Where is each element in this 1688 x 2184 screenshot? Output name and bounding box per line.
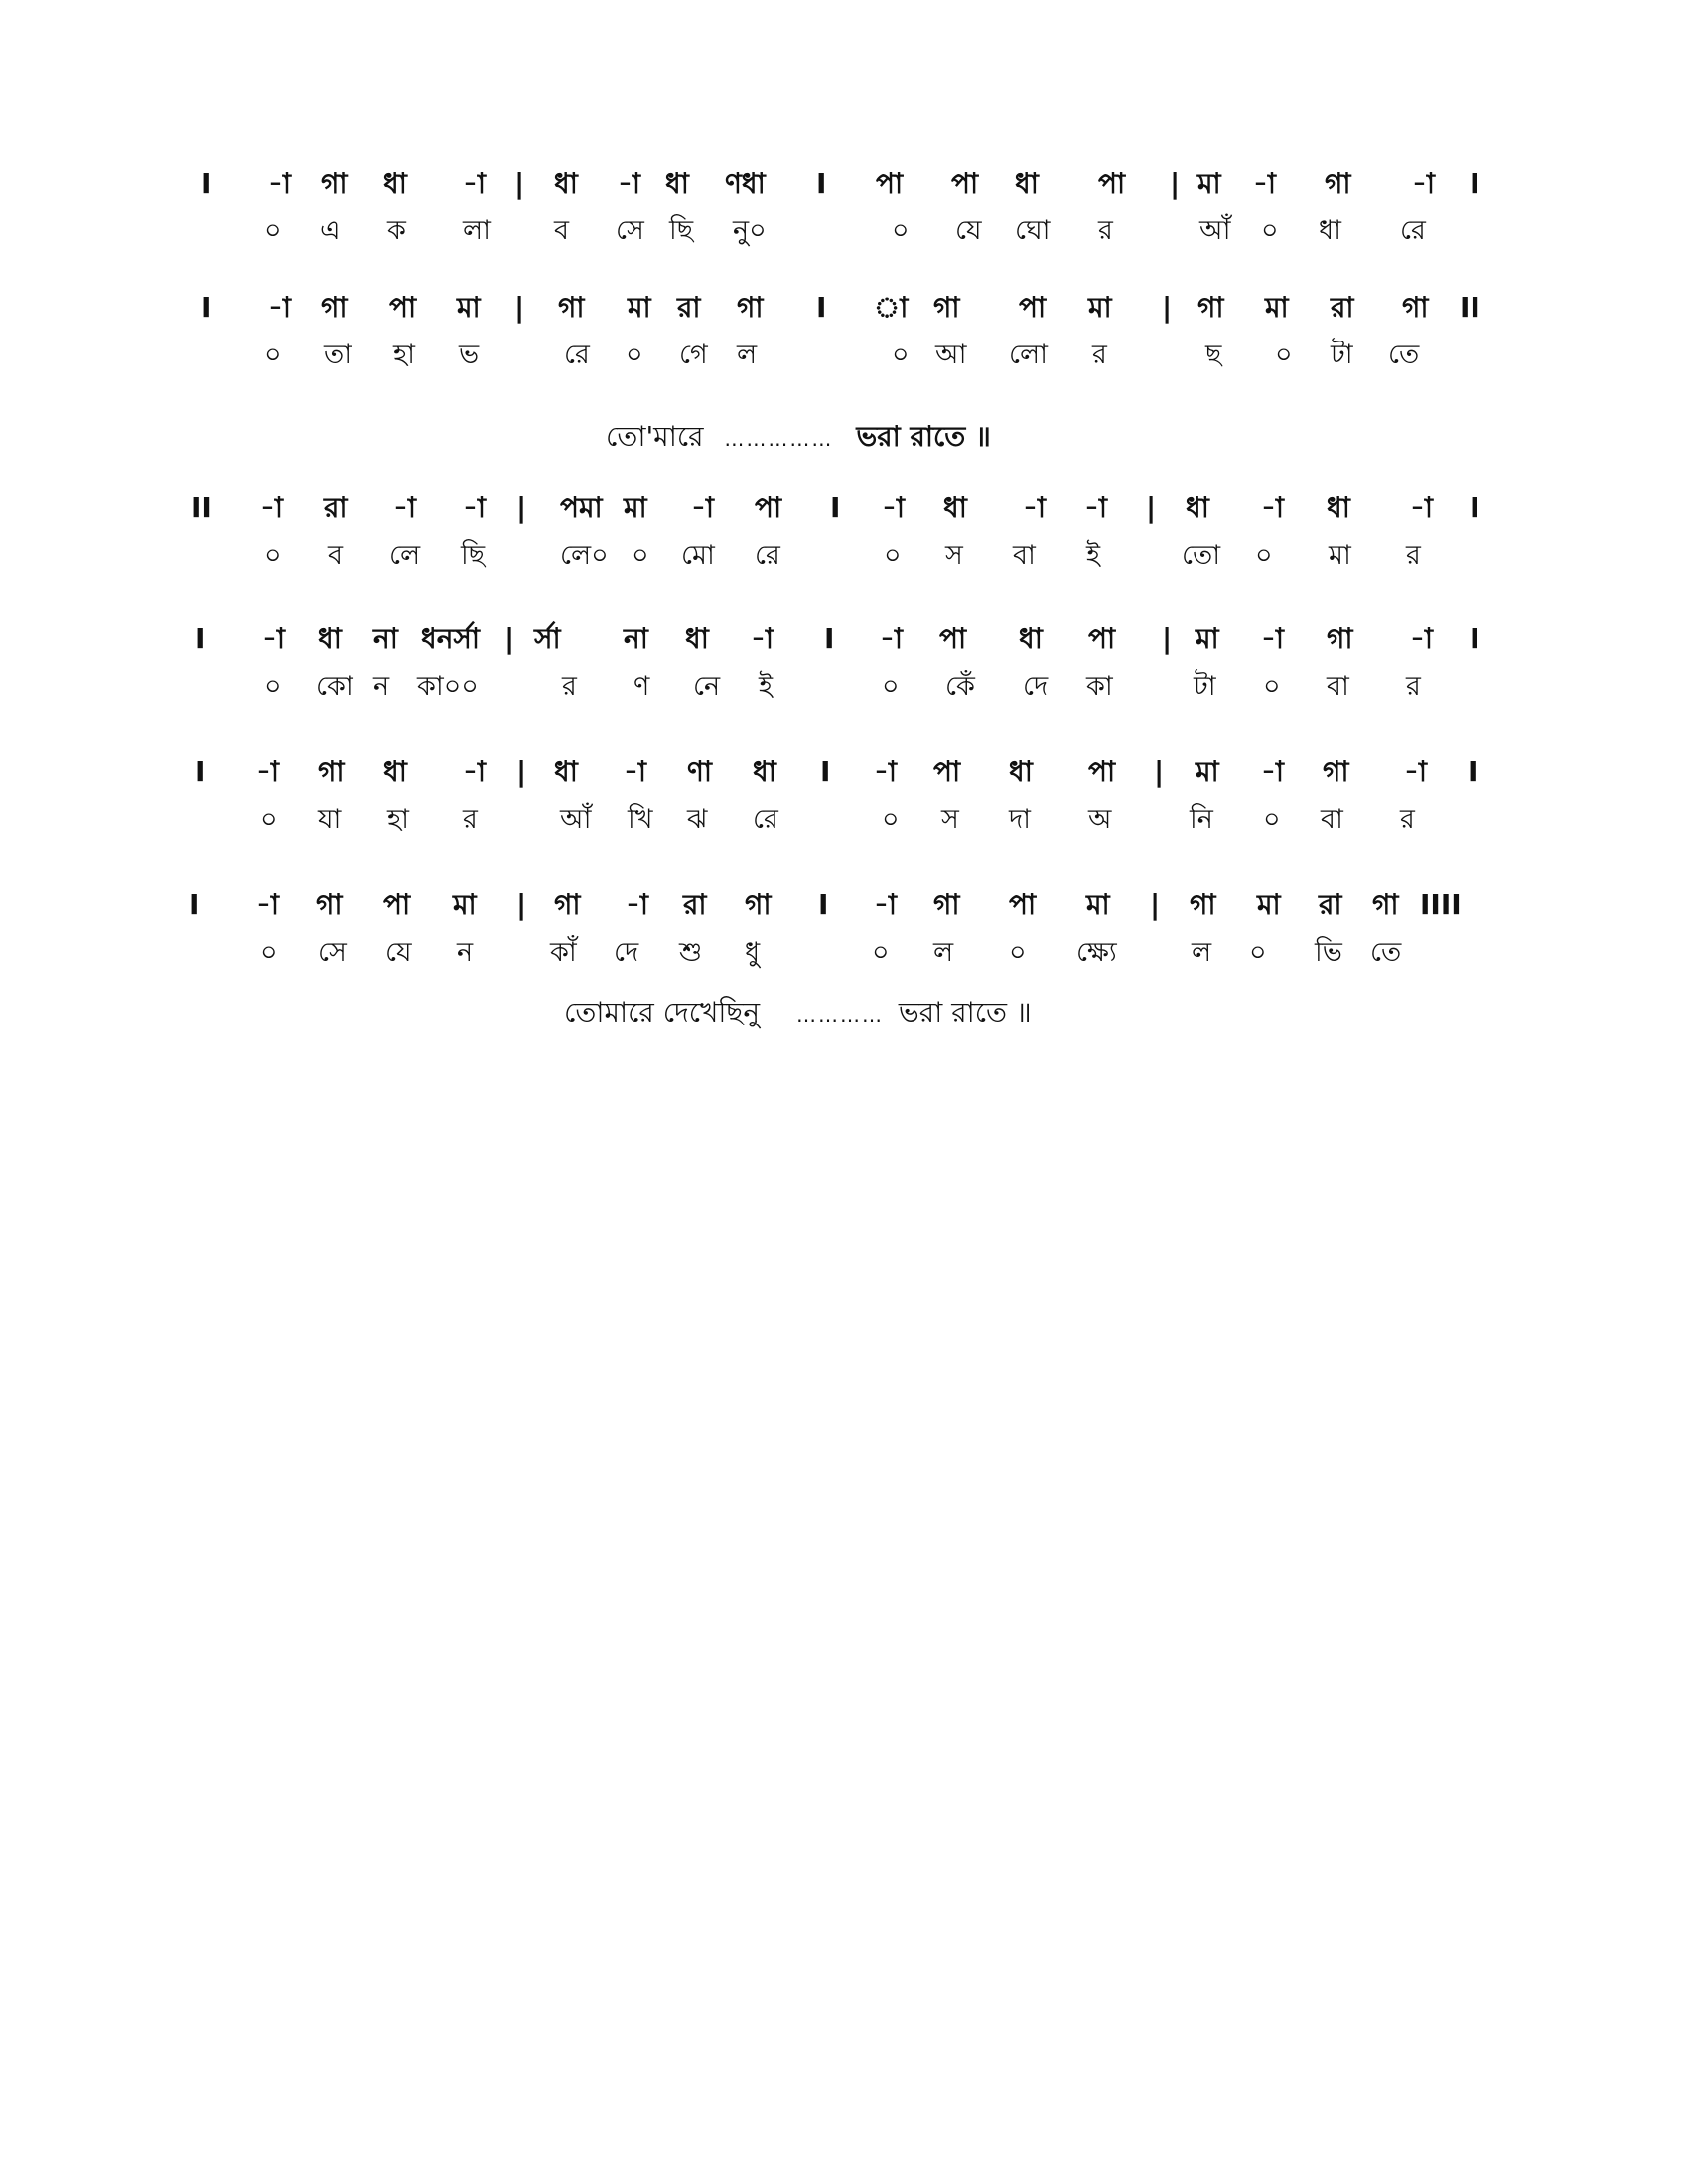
refrain-line [564, 993, 1032, 1034]
note: গা [558, 291, 585, 324]
note: মা [453, 888, 477, 921]
bar-line: | [1154, 755, 1165, 788]
bar-line: I [818, 888, 829, 921]
note: গা [318, 755, 345, 788]
note: রা [683, 888, 707, 921]
note: -া [1404, 755, 1428, 788]
bar-line: I [189, 888, 200, 921]
note: পা [1088, 755, 1116, 788]
note: গা [1190, 888, 1216, 921]
note: -া [1023, 491, 1047, 524]
bar-line: I [820, 755, 831, 788]
stanza-4 [189, 619, 1509, 715]
lyric-syllable: তো [1182, 540, 1221, 571]
refrain-dots: …………… [724, 427, 834, 451]
lyric-syllable: ভ [459, 340, 480, 370]
note: -া [1261, 622, 1285, 655]
bar-line: I [201, 291, 211, 324]
note: ধা [943, 491, 967, 524]
refrain-end: ভরা রাতে ॥ [856, 420, 991, 453]
bar-line: I [824, 622, 835, 655]
lyric-syllable: ০ [264, 215, 282, 246]
lyric-syllable: বা [1013, 540, 1036, 571]
note: ধনর্সা [421, 622, 481, 655]
lyric-syllable: টা [1331, 340, 1353, 370]
lyric-syllable: লে০ [560, 540, 609, 571]
note: ণা [687, 755, 713, 788]
note: পা [389, 291, 417, 324]
lyric-syllable: ঘো [1015, 215, 1051, 246]
note: -া [463, 755, 487, 788]
lyric-syllable: রে [1400, 215, 1426, 246]
note: রা [677, 291, 701, 324]
note: পা [1098, 167, 1126, 200]
lyric-syllable: কো [316, 671, 353, 702]
note: া [874, 291, 909, 324]
note: মা [1257, 888, 1281, 921]
note: -া [1261, 755, 1285, 788]
lyrics-row [189, 667, 1509, 715]
note: -া [874, 755, 898, 788]
bar-line: | [1150, 888, 1161, 921]
note: রা [324, 491, 348, 524]
note: পা [1009, 888, 1037, 921]
note: -া [256, 755, 280, 788]
refrain-start: তোমারে দেখেছিনু [564, 996, 761, 1028]
lyric-syllable: র [1092, 340, 1107, 370]
lyric-syllable: টা [1194, 671, 1216, 702]
lyric-syllable: ণ [633, 671, 650, 702]
bar-line: II [191, 491, 211, 524]
lyrics-row [189, 933, 1509, 981]
refrain-line [606, 417, 991, 459]
lyric-syllable: রে [753, 804, 778, 835]
note: ধা [665, 167, 689, 200]
note: -া [1410, 622, 1434, 655]
bar-line: I [195, 755, 206, 788]
stanza-5 [189, 752, 1509, 848]
lyric-syllable: ই [759, 671, 774, 702]
note: ধা [1019, 622, 1043, 655]
lyric-syllable: আঁ [560, 804, 592, 835]
lyric-syllable: তা [324, 340, 352, 370]
stanza-3 [189, 488, 1509, 584]
lyric-syllable: ই [1086, 540, 1101, 571]
bar-line: | [1146, 491, 1157, 524]
stanza-2 [189, 288, 1509, 383]
note: গা [1323, 755, 1349, 788]
lyric-syllable: সে [318, 937, 347, 968]
lyric-syllable: দে [614, 937, 639, 968]
note: -া [691, 491, 715, 524]
bar-line: I [830, 491, 841, 524]
note: মা [1088, 291, 1112, 324]
notation-row [189, 164, 1509, 211]
note: -া [1412, 167, 1436, 200]
note: ধা [318, 622, 342, 655]
note: -া [268, 291, 292, 324]
lyric-syllable: ঝ [687, 804, 708, 835]
lyric-syllable: ০ [632, 540, 649, 571]
note: -া [882, 491, 906, 524]
note: -া [268, 167, 292, 200]
note: মা [1196, 755, 1219, 788]
lyric-syllable: ল [933, 937, 954, 968]
note: -া [618, 167, 641, 200]
note: পা [383, 888, 411, 921]
lyric-syllable: ০ [1255, 540, 1273, 571]
note: ধা [1186, 491, 1209, 524]
lyric-syllable: র [1406, 671, 1421, 702]
bar-line: | [1170, 167, 1181, 200]
note: ধা [753, 755, 776, 788]
note: পা [1088, 622, 1116, 655]
lyric-syllable: ০ [1249, 937, 1267, 968]
lyric-syllable: ০ [892, 215, 910, 246]
lyric-syllable: র [1406, 540, 1421, 571]
note: গা [321, 167, 348, 200]
note: ধা [685, 622, 709, 655]
lyric-syllable: ০ [264, 671, 282, 702]
notation-row [189, 752, 1509, 800]
lyric-syllable: ০ [260, 804, 278, 835]
note: র্সা [534, 622, 561, 655]
lyric-syllable: র [562, 671, 577, 702]
bar-line: I [1470, 167, 1480, 200]
lyric-syllable: গে [679, 340, 708, 370]
lyric-syllable: ব [554, 215, 570, 246]
lyric-syllable: ০ [882, 804, 900, 835]
note: ণধা [725, 167, 766, 200]
note: পা [951, 167, 979, 200]
lyric-syllable: আঁ [1199, 215, 1231, 246]
lyric-syllable: কা০০ [417, 671, 479, 702]
lyric-syllable: ০ [892, 340, 910, 370]
note: না [624, 622, 648, 655]
note: মা [1196, 622, 1219, 655]
bar-line: I [195, 622, 206, 655]
lyric-syllable: অ [1088, 804, 1112, 835]
note: -া [1084, 491, 1108, 524]
lyric-syllable: র [1400, 804, 1415, 835]
bar-line: | [514, 167, 525, 200]
lyric-syllable: ব [328, 540, 344, 571]
note: -া [626, 888, 649, 921]
note: -া [874, 888, 898, 921]
notation-row [189, 886, 1509, 933]
lyric-syllable: নে [693, 671, 721, 702]
note: -া [463, 491, 487, 524]
note: পা [939, 622, 967, 655]
lyric-syllable: ০ [260, 937, 278, 968]
lyric-syllable: ০ [264, 340, 282, 370]
note: ধা [1015, 167, 1039, 200]
lyric-syllable: সে [616, 215, 644, 246]
note: ধা [1009, 755, 1033, 788]
note: গা [1372, 888, 1399, 921]
note: ধা [383, 755, 407, 788]
lyric-syllable: কা [1086, 671, 1113, 702]
lyric-syllable: ০ [1275, 340, 1293, 370]
lyric-syllable: ০ [1261, 215, 1279, 246]
lyric-syllable: ন [457, 937, 474, 968]
bar-line: | [1162, 291, 1173, 324]
note: পা [933, 755, 961, 788]
note: গা [737, 291, 764, 324]
lyric-syllable: দে [1023, 671, 1049, 702]
lyric-syllable: ক্ষ্যে [1076, 937, 1117, 968]
lyric-syllable: মো [681, 540, 715, 571]
note: -া [260, 491, 284, 524]
lyric-syllable: দা [1009, 804, 1032, 835]
lyrics-row [189, 800, 1509, 848]
lyric-syllable: রে [755, 540, 780, 571]
note: গা [1197, 291, 1224, 324]
lyric-syllable: ভি [1315, 937, 1342, 968]
bar-line: I [816, 291, 827, 324]
note: -া [262, 622, 286, 655]
lyric-syllable: লা [463, 215, 491, 246]
note: গা [1325, 167, 1351, 200]
note: ধা [554, 755, 578, 788]
bar-line: | [516, 755, 527, 788]
lyric-syllable: র [463, 804, 478, 835]
note: গা [1327, 622, 1353, 655]
note: -া [256, 888, 280, 921]
lyric-syllable: ল [1192, 937, 1212, 968]
lyric-syllable: মা [1329, 540, 1351, 571]
lyric-syllable: কেঁ [945, 671, 975, 702]
note: -া [463, 167, 487, 200]
bar-line: | [516, 491, 527, 524]
note: মা [1086, 888, 1110, 921]
lyric-syllable: ছি [461, 540, 486, 571]
lyric-syllable: নু০ [733, 215, 767, 246]
lyric-syllable: আ [935, 340, 967, 370]
lyric-syllable: যে [955, 215, 982, 246]
note: ধা [1327, 491, 1350, 524]
refrain-start: তো'মারে [606, 420, 704, 453]
lyric-syllable: স [945, 540, 963, 571]
note: রা [1331, 291, 1354, 324]
lyric-syllable: ০ [1263, 804, 1281, 835]
note: মা [628, 291, 651, 324]
lyric-syllable: বা [1327, 671, 1349, 702]
note: গা [321, 291, 348, 324]
lyric-syllable: যা [318, 804, 342, 835]
note: মা [624, 491, 647, 524]
note: পা [755, 491, 782, 524]
notation-row [189, 488, 1509, 536]
lyric-syllable: বা [1321, 804, 1343, 835]
lyric-syllable: তে [1388, 340, 1420, 370]
note: পা [1019, 291, 1047, 324]
lyric-syllable: স [941, 804, 959, 835]
bar-line: | [1162, 622, 1173, 655]
note: -া [393, 491, 417, 524]
lyric-syllable: ল [737, 340, 758, 370]
lyric-syllable: নি [1190, 804, 1213, 835]
note: না [373, 622, 398, 655]
lyric-syllable: ০ [626, 340, 643, 370]
lyric-syllable: র [1098, 215, 1113, 246]
note: গা [1402, 291, 1429, 324]
note: গা [933, 888, 960, 921]
note: মা [1197, 167, 1221, 200]
lyrics-row [189, 211, 1509, 259]
lyric-syllable: ক [387, 215, 406, 246]
bar-line: I [1468, 755, 1478, 788]
bar-line: I [1470, 491, 1480, 524]
lyric-syllable: শু [679, 937, 703, 968]
lyric-syllable: ধু [745, 937, 761, 968]
lyric-syllable: হা [387, 804, 410, 835]
note: -া [1410, 491, 1434, 524]
note: গা [554, 888, 581, 921]
note: I [201, 167, 211, 200]
lyric-syllable: ন [373, 671, 390, 702]
bar-line: IIII [1420, 888, 1462, 921]
bar-line: II [1460, 291, 1480, 324]
note: -া [1261, 491, 1285, 524]
note: রা [1319, 888, 1342, 921]
lyrics-row [189, 336, 1509, 383]
lyric-syllable: ধা [1319, 215, 1341, 246]
refrain-end: ভরা রাতে ॥ [898, 996, 1032, 1028]
note: -া [624, 755, 647, 788]
bar-line: | [516, 888, 527, 921]
stanza-6 [189, 886, 1509, 981]
lyric-syllable: যে [385, 937, 412, 968]
note: গা [933, 291, 960, 324]
note: -া [880, 622, 904, 655]
lyric-syllable: ০ [1009, 937, 1027, 968]
bar-line: I [1470, 622, 1480, 655]
lyric-syllable: খি [628, 804, 653, 835]
lyrics-row [189, 536, 1509, 584]
bar-line: | [514, 291, 525, 324]
bar-line: I [816, 167, 827, 200]
lyric-syllable: তে [1370, 937, 1402, 968]
note: ধা [383, 167, 407, 200]
lyric-syllable: লো [1009, 340, 1048, 370]
lyric-syllable: ০ [882, 671, 900, 702]
lyric-syllable: এ [320, 215, 341, 246]
lyric-syllable: ০ [872, 937, 890, 968]
lyric-syllable: ০ [264, 540, 282, 571]
lyric-syllable: কাঁ [550, 937, 577, 968]
lyric-syllable: ছি [669, 215, 694, 246]
stanza-1 [189, 164, 1509, 259]
note: গা [316, 888, 343, 921]
lyric-syllable: ০ [1263, 671, 1281, 702]
note: গা [745, 888, 772, 921]
note: -া [751, 622, 774, 655]
notation-row [189, 288, 1509, 336]
lyric-syllable: লে [389, 540, 421, 571]
lyric-syllable: হা [393, 340, 416, 370]
refrain-dots: ………… [796, 1003, 885, 1026]
lyric-syllable: ছ [1205, 340, 1222, 370]
note: পা [876, 167, 904, 200]
note: মা [1265, 291, 1289, 324]
note: পমা [560, 491, 603, 524]
note: -া [1253, 167, 1277, 200]
bar-line: | [504, 622, 515, 655]
lyric-syllable: ০ [884, 540, 902, 571]
notation-row [189, 619, 1509, 667]
note: ধা [554, 167, 578, 200]
note: মা [457, 291, 481, 324]
lyric-syllable: রে [564, 340, 590, 370]
